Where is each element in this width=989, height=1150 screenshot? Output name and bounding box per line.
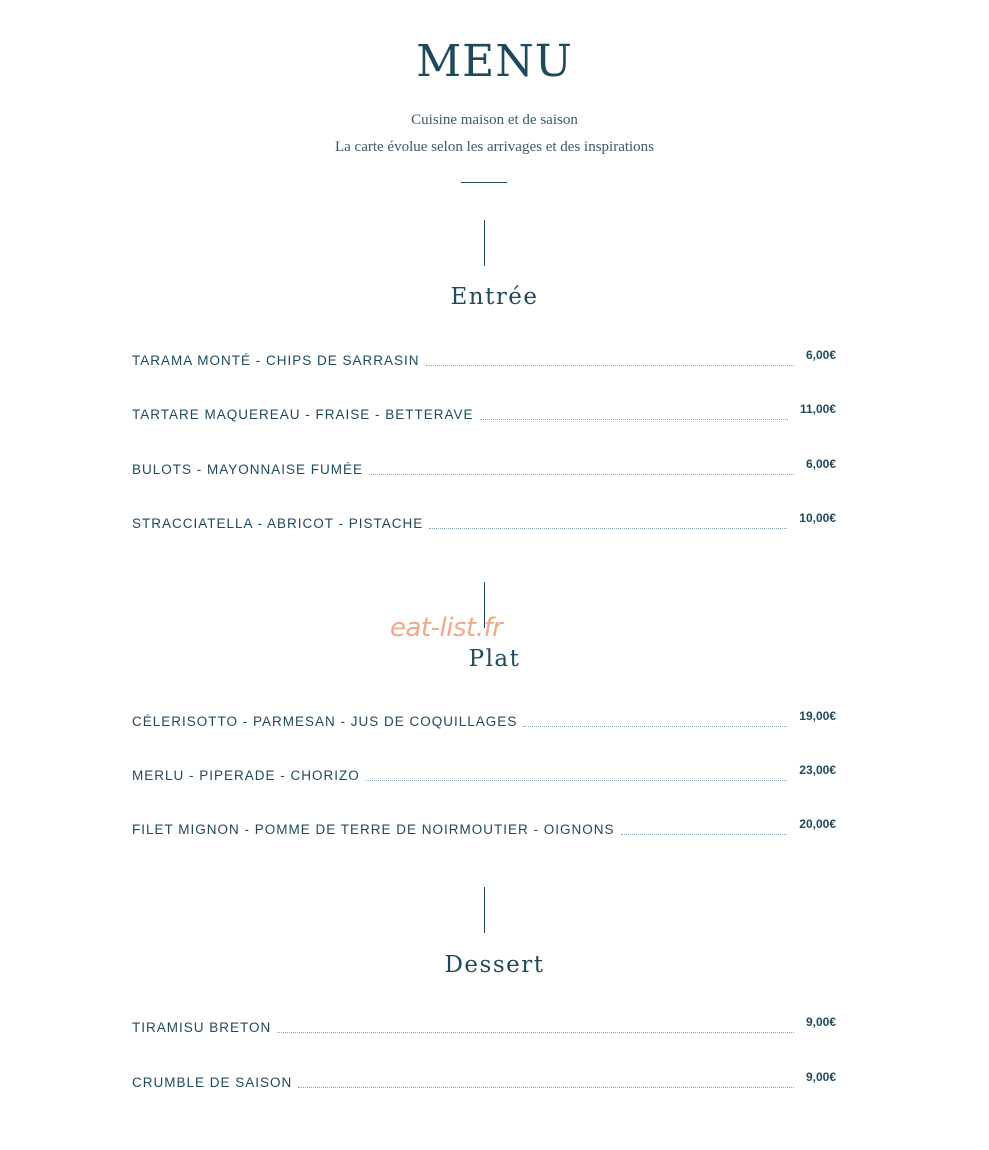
menu-item-name: STRACCIATELLA - ABRICOT - PISTACHE xyxy=(132,516,424,531)
menu-item-name: TARTARE MAQUEREAU - FRAISE - BETTERAVE xyxy=(132,407,474,422)
section-title-dessert: Dessert xyxy=(444,952,545,978)
menu-item xyxy=(132,404,836,424)
dotted-leader xyxy=(429,527,787,529)
menu-item xyxy=(132,459,836,479)
menu-item xyxy=(132,1017,836,1037)
dotted-leader xyxy=(369,473,794,475)
dotted-leader xyxy=(298,1086,794,1088)
menu-item-price: 6,00€ xyxy=(805,457,836,471)
watermark: eat-list.fr xyxy=(390,613,503,643)
menu-item-price: 20,00€ xyxy=(799,817,836,831)
menu-item-name: TARAMA MONTÉ - CHIPS DE SARRASIN xyxy=(132,353,420,368)
menu-subtitle: Cuisine maison et de saison xyxy=(411,112,578,128)
menu-item-price: 6,00€ xyxy=(805,348,836,362)
menu-subtitle-note: La carte évolue selon les arrivages et des inspirations xyxy=(334,139,655,155)
menu-item-name: CÉLERISOTTO - PARMESAN - JUS DE COQUILLAGES xyxy=(132,714,518,729)
dotted-leader xyxy=(621,833,788,835)
section-title-plat: Plat xyxy=(468,646,521,672)
menu-item-price: 11,00€ xyxy=(799,402,836,416)
title-divider xyxy=(461,182,507,183)
menu-item-name: TIRAMISU BRETON xyxy=(132,1020,272,1035)
menu-item xyxy=(132,513,836,533)
dotted-leader xyxy=(480,418,788,420)
section-divider xyxy=(484,887,485,933)
dotted-leader xyxy=(366,779,788,781)
menu-item-price: 9,00€ xyxy=(805,1070,836,1084)
menu-item-price: 19,00€ xyxy=(799,709,836,723)
menu-item-price: 23,00€ xyxy=(799,763,836,777)
menu-item-price: 10,00€ xyxy=(799,511,836,525)
dotted-leader xyxy=(426,364,794,366)
dotted-leader xyxy=(277,1031,794,1033)
menu-item-name: MERLU - PIPERADE - CHORIZO xyxy=(132,768,360,783)
menu-item-name: BULOTS - MAYONNAISE FUMÉE xyxy=(132,462,364,477)
menu-item-name: CRUMBLE DE SAISON xyxy=(132,1075,293,1090)
section-divider xyxy=(484,220,485,266)
menu-title: MENU xyxy=(416,36,573,87)
menu-item xyxy=(132,1072,836,1092)
menu-item-price: 9,00€ xyxy=(805,1015,836,1029)
menu-item-name: FILET MIGNON - POMME DE TERRE DE NOIRMOUTIER - OIGNONS xyxy=(132,822,615,837)
menu-item xyxy=(132,711,836,731)
menu-item xyxy=(132,350,836,370)
section-title-entree: Entrée xyxy=(450,284,539,310)
menu-item xyxy=(132,819,836,839)
dotted-leader xyxy=(523,725,787,727)
menu-item xyxy=(132,765,836,785)
